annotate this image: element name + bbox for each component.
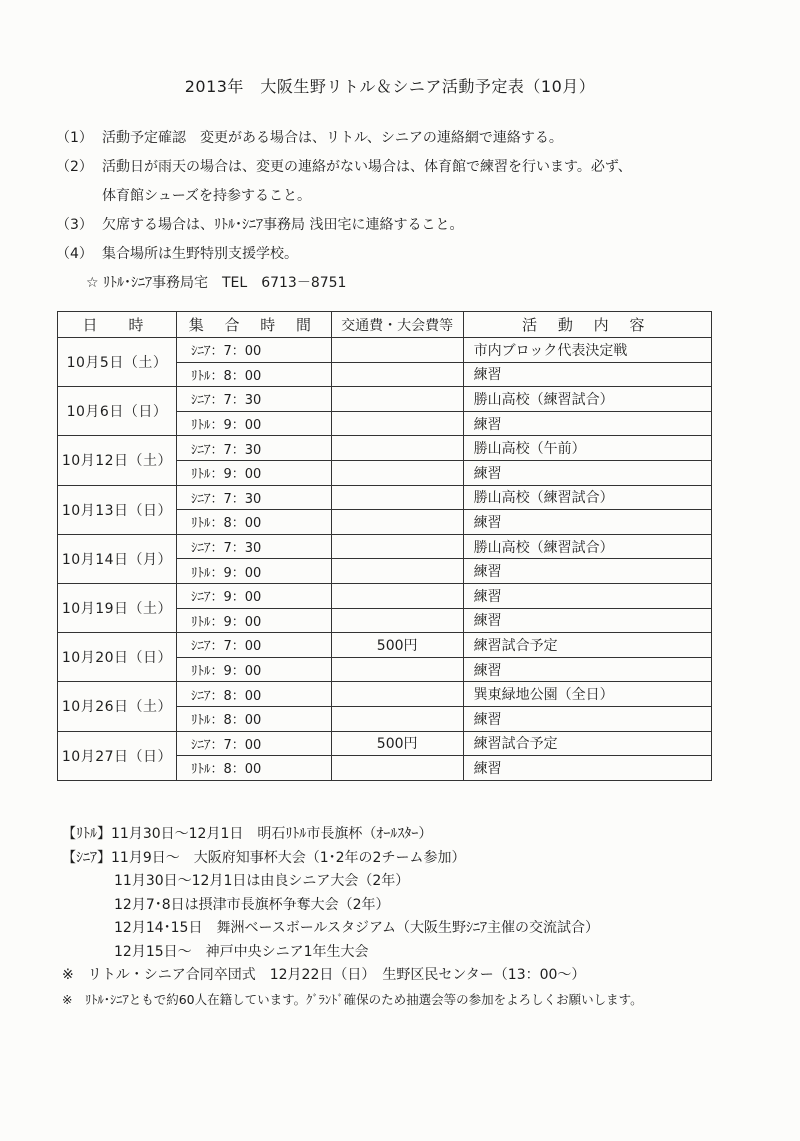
note-text: 体育館シューズを持参すること。: [102, 188, 312, 204]
little-activity-cell: 練習: [463, 559, 711, 584]
senior-fee-cell: [331, 583, 463, 608]
senior-activity-cell: 練習試合予定: [463, 731, 711, 756]
date-cell: 10月5日（土）: [58, 338, 177, 387]
table-row: [58, 633, 712, 658]
header-activity: 活 動 内 容: [463, 312, 711, 338]
senior-activity-cell: 勝山高校（練習試合）: [463, 534, 711, 559]
header-date: 日 時: [58, 312, 177, 338]
little-time-cell: ﾘﾄﾙ：9：00: [176, 657, 331, 682]
senior-time-cell: ｼﾆｱ：7：30: [176, 387, 331, 412]
note-item: [56, 124, 756, 153]
table-row: [58, 387, 712, 412]
senior-time-cell: ｼﾆｱ：7：00: [176, 633, 331, 658]
schedule-table: [57, 311, 712, 781]
event-line: 11月30日～12月1日は由良シニア大会（2年）: [114, 873, 410, 889]
senior-activity-cell: 勝山高校（練習試合）: [463, 485, 711, 510]
little-time-cell: ﾘﾄﾙ：8：00: [176, 362, 331, 387]
note-text: 欠席する場合は、ﾘﾄﾙ･ｼﾆｱ事務局 浅田宅に連絡すること。: [102, 217, 464, 233]
note-number: （1）: [56, 130, 93, 146]
little-time-cell: ﾘﾄﾙ：8：00: [176, 756, 331, 781]
little-activity-cell: 練習: [463, 657, 711, 682]
little-time-cell: ﾘﾄﾙ：9：00: [176, 411, 331, 436]
event-line: ※ ﾘﾄﾙ･ｼﾆｱともで約60人在籍しています。ｸﾞﾗﾝﾄﾞ確保のため抽選会等の参加をよろしくお願いします。: [62, 991, 643, 1007]
little-fee-cell: [331, 756, 463, 781]
date-cell: 10月6日（日）: [58, 387, 177, 436]
little-activity-cell: 練習: [463, 362, 711, 387]
note-item: [56, 240, 756, 269]
senior-time-cell: ｼﾆｱ：8：00: [176, 682, 331, 707]
note-item: [56, 211, 756, 240]
little-fee-cell: [331, 657, 463, 682]
note-text: 活動予定確認 変更がある場合は、リトル、シニアの連絡網で連絡する。: [102, 130, 563, 146]
senior-time-cell: ｼﾆｱ：7：30: [176, 485, 331, 510]
senior-fee-cell: [331, 436, 463, 461]
little-activity-cell: 練習: [463, 608, 711, 633]
senior-time-cell: ｼﾆｱ：7：00: [176, 338, 331, 363]
senior-time-cell: ｼﾆｱ：9：00: [176, 583, 331, 608]
date-cell: 10月19日（土）: [58, 583, 177, 632]
senior-fee-cell: 500円: [331, 633, 463, 658]
document-title: 2013年 大阪生野リトル＆シニア活動予定表（10月）: [184, 77, 596, 96]
senior-activity-cell: 練習試合予定: [463, 633, 711, 658]
note-text: 集合場所は生野特別支援学校。: [102, 246, 298, 262]
senior-activity-cell: 練習: [463, 583, 711, 608]
date-cell: 10月12日（土）: [58, 436, 177, 485]
senior-activity-cell: 巽東緑地公園（全日）: [463, 682, 711, 707]
table-row: [58, 731, 712, 756]
little-fee-cell: [331, 460, 463, 485]
little-activity-cell: 練習: [463, 460, 711, 485]
office-contact: ☆ ﾘﾄﾙ･ｼﾆｱ事務局宅 TEL 6713－8751: [86, 275, 347, 291]
senior-time-cell: ｼﾆｱ：7：00: [176, 731, 331, 756]
date-cell: 10月13日（日）: [58, 485, 177, 534]
event-line: 【ﾘﾄﾙ】11月30日～12月1日 明石ﾘﾄﾙ市長旗杯（ｵｰﾙｽﾀｰ）: [62, 826, 433, 842]
date-cell: 10月14日（月）: [58, 534, 177, 583]
senior-fee-cell: [331, 485, 463, 510]
note-number: （2）: [56, 159, 93, 175]
table-row: [58, 338, 712, 363]
events-list: [62, 823, 782, 1011]
little-fee-cell: [331, 510, 463, 535]
date-cell: 10月26日（土）: [58, 682, 177, 731]
event-line: ※ リトル・シニア合同卒団式 12月22日（日） 生野区民センター（13：00～）: [62, 967, 586, 983]
table-row: [58, 534, 712, 559]
event-line: 12月7･8日は摂津市長旗杯争奪大会（2年）: [114, 896, 390, 913]
event-line: 12月14･15日 舞洲ベースボールスタジアム（大阪生野ｼﾆｱ主催の交流試合）: [114, 920, 600, 936]
note-item: [56, 153, 756, 182]
little-time-cell: ﾘﾄﾙ：9：00: [176, 559, 331, 584]
header-fees: 交通費・大会費等: [331, 312, 463, 338]
little-time-cell: ﾘﾄﾙ：8：00: [176, 510, 331, 535]
little-activity-cell: 練習: [463, 756, 711, 781]
little-fee-cell: [331, 706, 463, 731]
senior-fee-cell: [331, 682, 463, 707]
senior-fee-cell: [331, 534, 463, 559]
little-fee-cell: [331, 559, 463, 584]
little-fee-cell: [331, 608, 463, 633]
senior-fee-cell: [331, 338, 463, 363]
senior-time-cell: ｼﾆｱ：7：30: [176, 436, 331, 461]
table-row: [58, 436, 712, 461]
senior-fee-cell: 500円: [331, 731, 463, 756]
little-fee-cell: [331, 362, 463, 387]
event-line: 12月15日～ 神戸中央シニア1年生大会: [114, 943, 369, 960]
date-cell: 10月20日（日）: [58, 633, 177, 682]
little-time-cell: ﾘﾄﾙ：8：00: [176, 706, 331, 731]
senior-time-cell: ｼﾆｱ：7：30: [176, 534, 331, 559]
note-number: （4）: [56, 246, 93, 262]
date-cell: 10月27日（日）: [58, 731, 177, 780]
senior-activity-cell: 勝山高校（練習試合）: [463, 387, 711, 412]
senior-fee-cell: [331, 387, 463, 412]
header-meeting-time: 集 合 時 間: [176, 312, 331, 338]
little-activity-cell: 練習: [463, 510, 711, 535]
senior-activity-cell: 市内ブロック代表決定戦: [463, 338, 711, 363]
little-time-cell: ﾘﾄﾙ：9：00: [176, 608, 331, 633]
table-header-row: [58, 312, 712, 338]
note-continuation: [56, 182, 756, 211]
schedule-body: [58, 338, 712, 781]
note-number: （3）: [56, 217, 93, 233]
senior-activity-cell: 勝山高校（午前）: [463, 436, 711, 461]
little-activity-cell: 練習: [463, 706, 711, 731]
notes-list: [56, 124, 756, 298]
table-row: [58, 583, 712, 608]
little-fee-cell: [331, 411, 463, 436]
table-row: [58, 682, 712, 707]
little-activity-cell: 練習: [463, 411, 711, 436]
little-time-cell: ﾘﾄﾙ：9：00: [176, 460, 331, 485]
note-text: 活動日が雨天の場合は、変更の連絡がない場合は、体育館で練習を行います。必ず、: [102, 159, 632, 175]
event-line: 【ｼﾆｱ】11月9日～ 大阪府知事杯大会（1･2年の2チーム参加）: [62, 849, 466, 866]
table-row: [58, 485, 712, 510]
